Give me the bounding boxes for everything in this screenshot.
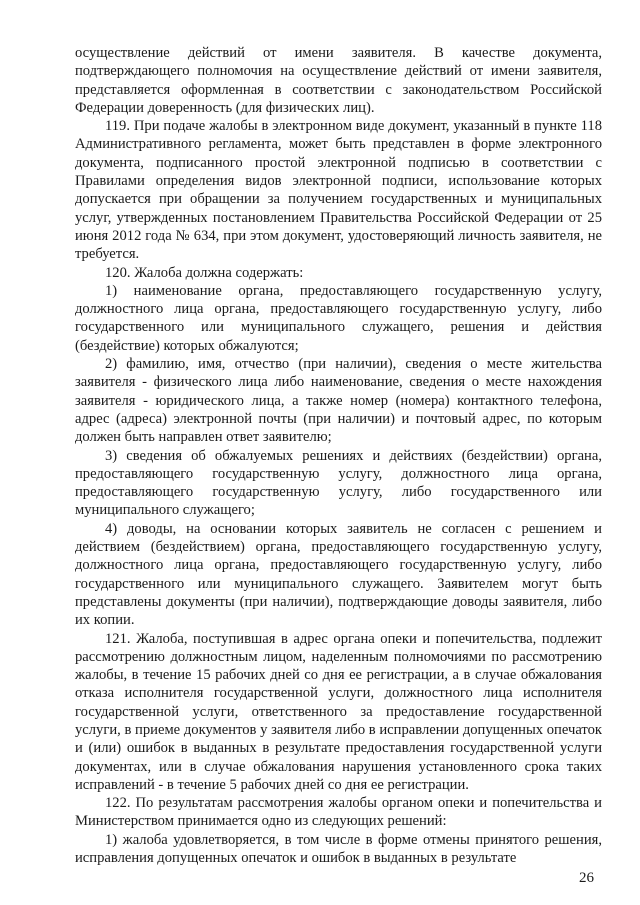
paragraph-119: 119. При подаче жалобы в электронном виде документ, указанный в пункте 118 Административного регламента, может быть представлен в форме электронного документа, подписанного простой электронной подписью в соответствии с Правилами определения видов электронной подписи, использование которых допускается при обращении за получением государственных и муниципальных услуг, утвержденных постановлением Правительства Российской Федерации от 25 июня 2012 года № 634, при этом документ, удостоверяющий личность заявителя, не требуется. <box>75 118 602 263</box>
paragraph-120-item-3: 3) сведения об обжалуемых решениях и действиях (бездействии) органа, предоставляющего государственную услугу, должностного лица органа, предоставляющего государственную услугу, либо государственного или муниципального служащего; <box>75 447 602 519</box>
page-number: 26 <box>579 870 594 886</box>
paragraph-121: 121. Жалоба, поступившая в адрес органа опеки и попечительства, подлежит рассмотрению должностным лицом, наделенным полномочиями по рассмотрению жалобы, в течение 15 рабочих дней со дня ее регистрации, а в случае обжалования отказа исполнителя государственной услуги, должностного лица исполнителя государственной услуги, ответственного за предоставление государственной услуги, в приеме документов у заявителя либо в исправлении допущенных опечаток и (или) ошибок в выданных в результате предоставления государственной услуги документах, или в случае обжалования нарушения установленного срока таких исправлений - в течение 5 рабочих дней со дня ее регистрации. <box>75 630 602 793</box>
paragraph-120-item-2: 2) фамилию, имя, отчество (при наличии), сведения о месте жительства заявителя - физического лица либо наименование, сведения о месте нахождения заявителя - юридического лица, а также номер (номера) контактного телефона, адрес (адреса) электронной почты (при наличии) и почтовый адрес, по которым должен быть направлен ответ заявителю; <box>75 356 602 446</box>
paragraph-122: 122. По результатам рассмотрения жалобы органом опеки и попечительства и Министерством принимается одно из следующих решений: <box>75 795 602 830</box>
paragraph-120: 120. Жалоба должна содержать: <box>105 264 304 281</box>
paragraph-120-item-4: 4) доводы, на основании которых заявитель не согласен с решением и действием (бездействием) органа, предоставляющего государственную услугу, должностного лица органа, предоставляющего государственную услугу, либо государственного или муниципального служащего. Заявителем могут быть представлены документы (при наличии), подтверждающие доводы заявителя, либо их копии. <box>75 520 602 629</box>
paragraph-120-item-1: 1) наименование органа, предоставляющего государственную услугу, должностного лица органа, предоставляющего государственную услугу, либо государственного или муниципального служащего, решения и действия (бездействие) которых обжалуются; <box>75 282 602 354</box>
paragraph-122-item-1: 1) жалоба удовлетворяется, в том числе в форме отмены принятого решения, исправления допущенных опечаток и ошибок в выданных в результате <box>75 831 602 867</box>
paragraph-continuation: осуществление действий от имени заявителя. В качестве документа, подтверждающего полномочия на осуществление действий от имени заявителя, представляется оформленная в соответствии с законодательством Российской Федерации доверенность (для физических лиц). <box>75 45 602 116</box>
